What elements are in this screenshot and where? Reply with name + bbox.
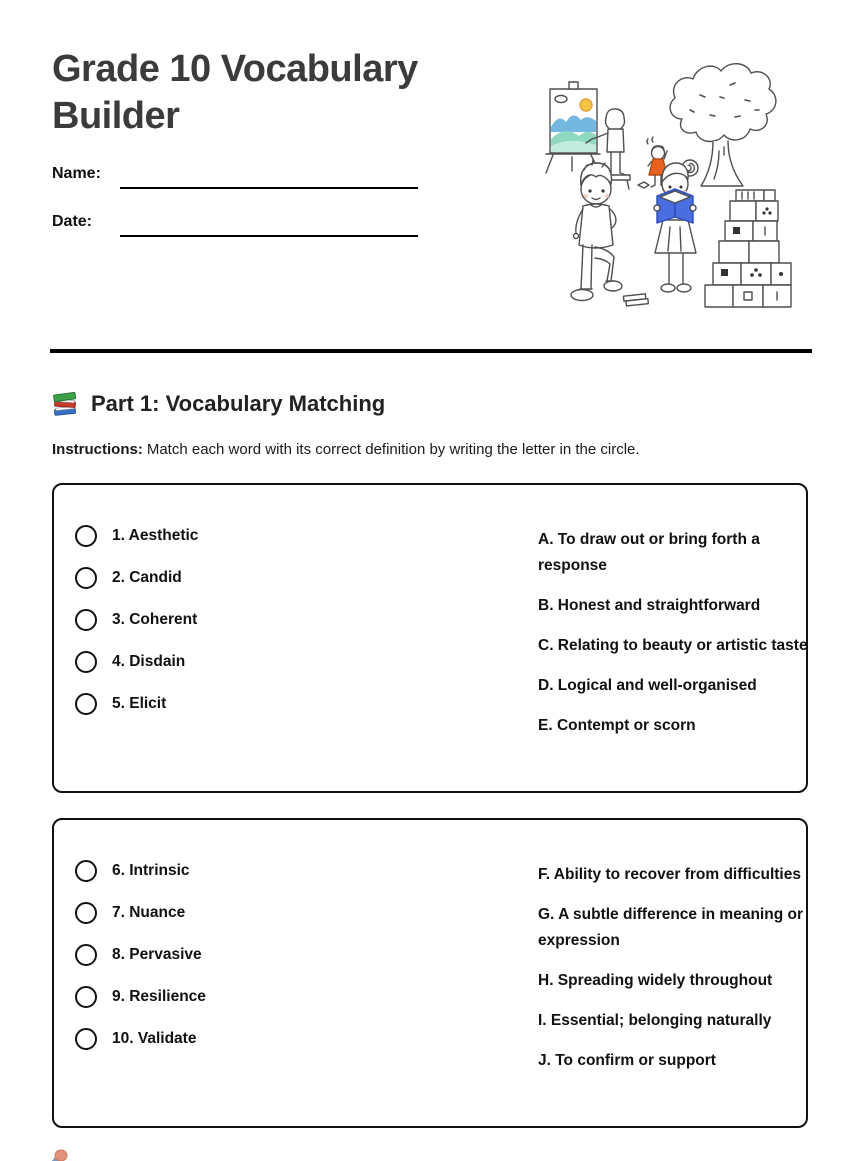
word-label: 2. Candid — [112, 569, 182, 586]
definition-item: B. Honest and straightforward — [538, 597, 761, 614]
matching-box-1 — [52, 483, 808, 793]
word-row — [75, 860, 206, 882]
definition-item: G. A subtle difference in meaning or expression — [538, 906, 803, 949]
definition-item: E. Contempt or scorn — [538, 717, 696, 734]
word-label: 5. Elicit — [112, 695, 167, 712]
word-row — [75, 525, 198, 547]
word-label: 4. Disdain — [112, 653, 186, 670]
answer-circle-3[interactable] — [75, 609, 97, 631]
word-row — [75, 693, 198, 715]
date-fill-line[interactable] — [120, 235, 418, 237]
answer-circle-1[interactable] — [75, 525, 97, 547]
word-label: 9. Resilience — [112, 988, 206, 1005]
definition-item: F. Ability to recover from difficulties — [538, 866, 801, 883]
answer-circle-6[interactable] — [75, 860, 97, 882]
answer-circle-8[interactable] — [75, 944, 97, 966]
word-row — [75, 567, 198, 589]
definition-item: J. To confirm or support — [538, 1052, 716, 1069]
word-row — [75, 902, 206, 924]
definition-item: C. Relating to beauty or artistic taste — [538, 637, 808, 654]
books-stack-icon — [50, 389, 80, 419]
date-label: Date: — [52, 213, 93, 230]
part1-heading-row — [50, 389, 385, 419]
word-row — [75, 986, 206, 1008]
definition-item: D. Logical and well-organised — [538, 677, 757, 694]
word-label: 8. Pervasive — [112, 946, 202, 963]
answer-circle-7[interactable] — [75, 902, 97, 924]
definition-list-1 — [538, 527, 828, 753]
part1-heading: Part 1: Vocabulary Matching — [91, 391, 386, 416]
definition-item: A. To draw out or bring forth a response — [538, 531, 760, 574]
word-label: 7. Nuance — [112, 904, 186, 921]
matching-box-2 — [52, 818, 808, 1128]
instructions-label: Instructions: — [52, 441, 143, 458]
instructions-text: Match each word with its correct definition by writing the letter in the circle. — [146, 441, 640, 458]
definition-item: I. Essential; belonging naturally — [538, 1012, 772, 1029]
part1-instructions — [52, 441, 772, 458]
answer-circle-4[interactable] — [75, 651, 97, 673]
word-list-2 — [75, 860, 206, 1070]
section-divider — [50, 349, 812, 353]
page-title: Grade 10 Vocabulary Builder — [52, 48, 418, 137]
answer-circle-5[interactable] — [75, 693, 97, 715]
word-label: 1. Aesthetic — [112, 527, 199, 544]
word-label: 3. Coherent — [112, 611, 198, 628]
answer-circle-2[interactable] — [75, 567, 97, 589]
word-row — [75, 609, 198, 631]
definition-list-2 — [538, 862, 828, 1088]
word-label: 6. Intrinsic — [112, 862, 190, 879]
word-row — [75, 651, 198, 673]
name-fill-line[interactable] — [120, 187, 418, 189]
word-list-1 — [75, 525, 198, 735]
pencil-icon — [52, 1149, 70, 1161]
answer-circle-9[interactable] — [75, 986, 97, 1008]
word-row — [75, 1028, 206, 1050]
definition-item: H. Spreading widely throughout — [538, 972, 773, 989]
word-label: 10. Validate — [112, 1030, 197, 1047]
word-row — [75, 944, 206, 966]
name-label: Name: — [52, 165, 101, 182]
answer-circle-10[interactable] — [75, 1028, 97, 1050]
children-learning-illustration — [520, 55, 820, 325]
